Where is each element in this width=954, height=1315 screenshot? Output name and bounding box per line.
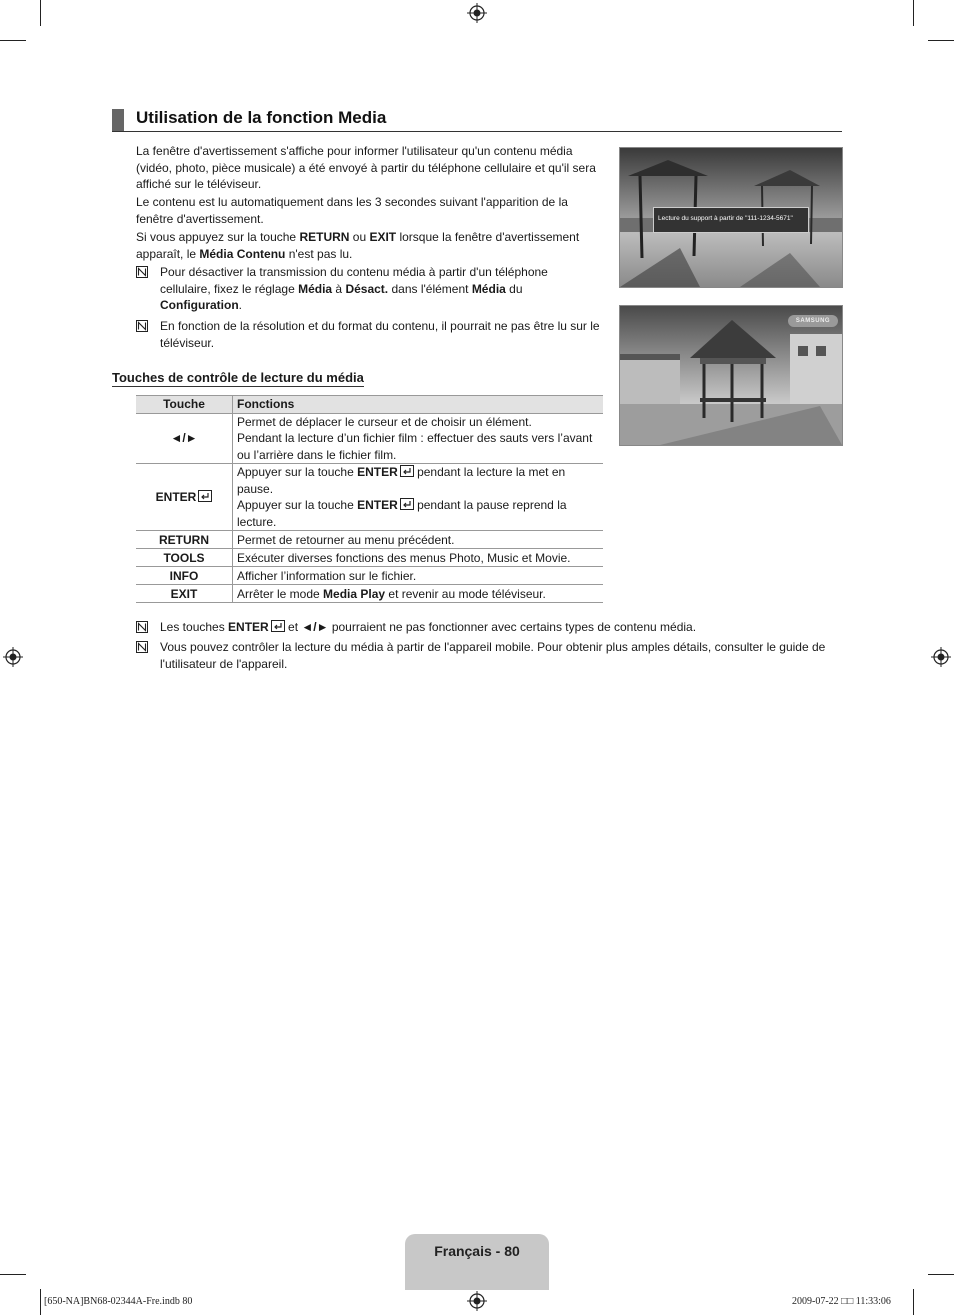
table-cell-key: RETURN [136, 531, 233, 549]
note-item: Les touches ENTER et ◄/► pourraient ne pas fonctionner avec certains types de contenu média. [136, 619, 842, 637]
header-rule [112, 131, 842, 132]
samsung-logo [788, 315, 838, 327]
crop-mark [913, 1289, 914, 1315]
table-header-key: Touche [136, 396, 233, 414]
controls-table [136, 395, 603, 603]
table-header-row [136, 396, 603, 414]
beach-photo [619, 147, 843, 288]
logo-text: SAMSUNG [795, 318, 831, 324]
enter-icon [400, 498, 414, 510]
crop-mark [913, 0, 914, 26]
crop-mark [928, 1274, 954, 1275]
header-accent-bar [112, 109, 124, 131]
note-icon [136, 266, 148, 278]
intro-paragraph-2: Le contenu est lu automatiquement dans les 3 secondes suivant l'apparition de la fenêtre d'avertissement. [136, 195, 568, 226]
table-cell-key: INFO [136, 567, 233, 585]
table-cell-key: ENTER [136, 464, 233, 531]
registration-mark-icon [467, 3, 487, 23]
table-row [136, 464, 603, 531]
gazebo-photo [619, 305, 843, 446]
crop-mark [928, 40, 954, 41]
enter-icon [198, 490, 212, 502]
note-item: Vous pouvez contrôler la lecture du média à partir de l'appareil mobile. Pour obtenir plus amples détails, consulter le guide de l'utilisateur de l'appareil. [136, 639, 842, 675]
table-row [136, 549, 603, 567]
table-cell-function: Permet de retourner au menu précédent. [233, 531, 604, 549]
note-icon [136, 621, 148, 633]
print-slug-left: [650-NA]BN68-02344A-Fre.indb 80 [44, 1296, 193, 1307]
registration-mark-icon [467, 1291, 487, 1311]
crop-mark [40, 0, 41, 26]
page-number: Français - 80 [434, 1243, 520, 1259]
note-item: Pour désactiver la transmission du contenu média à partir d'un téléphone cellulaire, fixez le réglage Média à Désact. dans l'élément Média du Configuration. [136, 264, 606, 316]
intro-paragraph-1: La fenêtre d'avertissement s'affiche pour informer l'utilisateur qu'un contenu média (vidéo, photo, pièce musicale) a été envoyé à partir du téléphone cellulaire et qu'il sera affiché sur le téléviseur. [136, 144, 596, 192]
section-title: Touches de contrôle de lecture du média [112, 370, 364, 385]
table-cell-key: EXIT [136, 585, 233, 603]
note-item: En fonction de la résolution et du format du contenu, il pourrait ne pas être lu sur le téléviseur. [136, 318, 606, 354]
page-title: Utilisation de la fonction Media [136, 108, 387, 127]
table-row [136, 585, 603, 603]
table-cell-function: Appuyer sur la touche ENTER pendant la lecture la met en pause. Appuyer sur la touche ENTER pendant la pause reprend la lecture. [233, 464, 604, 531]
intro-paragraph-3: Si vous appuyez sur la touche RETURN ou EXIT lorsque la fenêtre d'avertissement apparaît, le Média Contenu n'est pas lu. [136, 230, 580, 261]
registration-mark-icon [931, 647, 951, 667]
media-notification-popup [653, 207, 809, 233]
table-cell-function: Afficher l’information sur le fichier. [233, 567, 604, 585]
table-row [136, 414, 603, 464]
enter-icon [400, 465, 414, 477]
note-icon [136, 641, 148, 653]
table-cell-key: ◄/► [136, 414, 233, 464]
print-slug-right: 2009-07-22 □□ 11:33:06 [792, 1296, 891, 1307]
table-header-function: Fonctions [233, 396, 604, 414]
table-cell-function: Arrêter le mode Media Play et revenir au mode téléviseur. [233, 585, 604, 603]
crop-mark [0, 40, 26, 41]
enter-icon [271, 620, 285, 632]
crop-mark [40, 1289, 41, 1315]
table-row [136, 567, 603, 585]
registration-mark-icon [3, 647, 23, 667]
note-icon [136, 320, 148, 332]
table-row [136, 531, 603, 549]
popup-text: Lecture du support à partir de "111-1234-5671" [658, 215, 793, 222]
table-cell-function: Permet de déplacer le curseur et de choisir un élément. Pendant la lecture d’un fichier film : effectuer des sauts vers l’avant ou l’arrière dans le fichier film. [233, 414, 604, 464]
table-cell-key: TOOLS [136, 549, 233, 567]
table-cell-function: Exécuter diverses fonctions des menus Photo, Music et Movie. [233, 549, 604, 567]
crop-mark [0, 1274, 26, 1275]
